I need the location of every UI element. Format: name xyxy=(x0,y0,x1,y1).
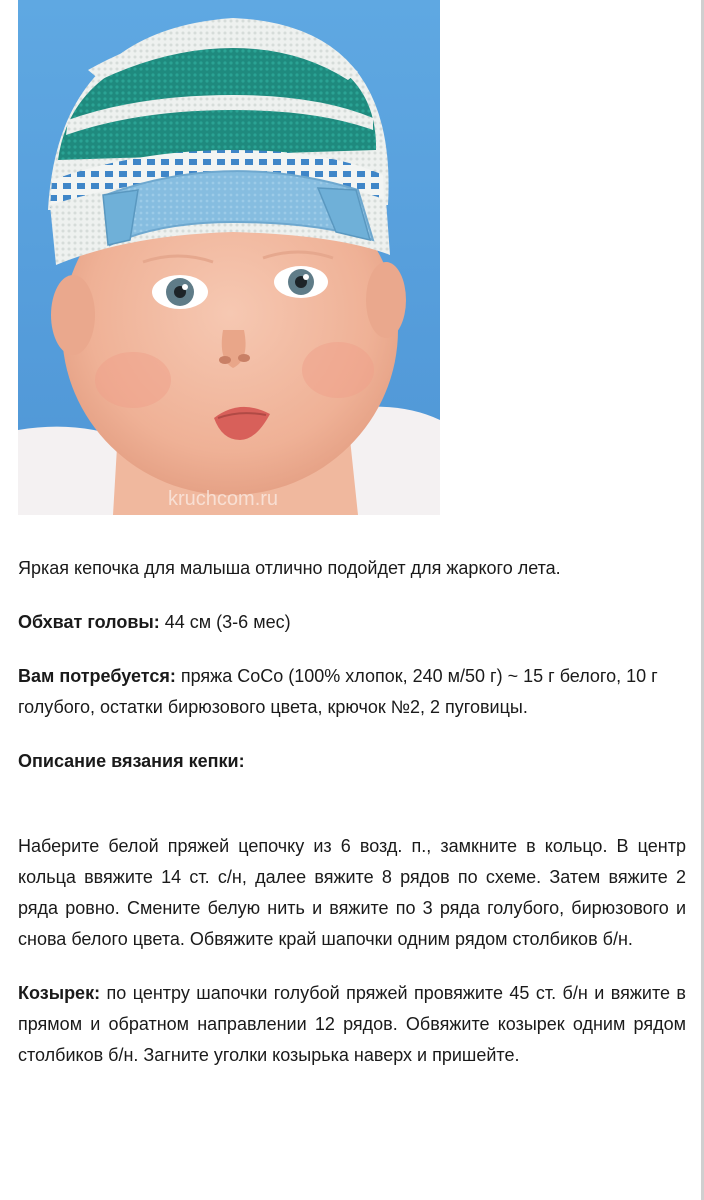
head-size-value: 44 см (3-6 мес) xyxy=(159,612,291,632)
watermark-text: kruchcom.ru xyxy=(168,488,279,510)
head-size-paragraph xyxy=(18,607,686,638)
materials-label: Вам потребуется: xyxy=(18,666,176,686)
head-size-label: Обхват головы: xyxy=(18,612,160,632)
visor-value: по центру шапочки голубой пряжей провяжите 45 ст. б/н и вяжите в прямом и обратном направлении 12 рядов. Обвяжите козырек одним рядом столбиков б/н. Загните уголки козырька наверх и пришейте. xyxy=(18,983,686,1065)
materials-paragraph xyxy=(18,661,686,723)
materials-value: пряжа CoCo (100% хлопок, 240 м/50 г) ~ 15 г белого, 10 г голубого, остатки бирюзового цвета, крючок №2, 2 пуговицы. xyxy=(18,666,658,717)
instructions-paragraph: Наберите белой пряжей цепочку из 6 возд. п., замкните в кольцо. В центр кольца ввяжите 14 ст. с/н, далее вяжите 8 рядов по схеме. Затем вяжите 2 ряда ровно. Смените белую нить и вяжите по 3 ряда голубого, бирюзового и снова белого цвета. Обвяжите край шапочки одним рядом столбиков б/н. xyxy=(18,836,686,949)
baby-cap-photo xyxy=(18,0,440,515)
intro-paragraph: Яркая кепочка для малыша отлично подойдет для жаркого лета. xyxy=(18,558,561,578)
visor-paragraph xyxy=(18,978,686,1071)
article-body xyxy=(18,553,686,1071)
description-title: Описание вязания кепки: xyxy=(18,751,245,771)
visor-label: Козырек: xyxy=(18,983,101,1003)
